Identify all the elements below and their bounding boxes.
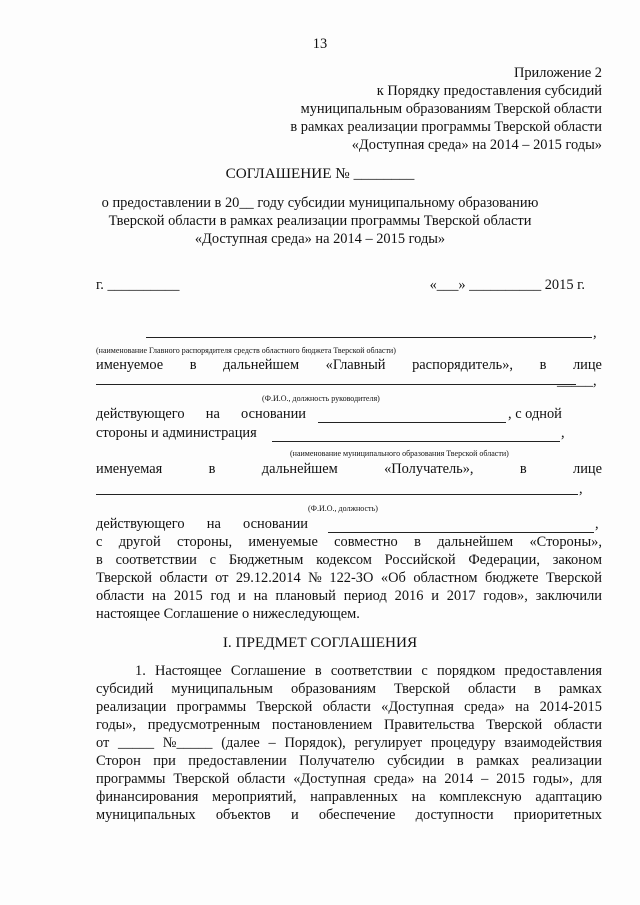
word: в	[96, 552, 103, 568]
word: реализации	[96, 699, 167, 715]
word: дальнейшем	[437, 534, 514, 550]
word: лице	[573, 461, 602, 477]
comma: _____,	[557, 373, 597, 389]
word: «Получатель»,	[384, 461, 474, 477]
word: постановлением	[271, 717, 373, 733]
word: «Доступная	[293, 771, 366, 787]
word: с	[421, 663, 428, 679]
named-line	[96, 460, 602, 479]
word: Федерации,	[468, 552, 540, 568]
word: от	[96, 735, 110, 751]
word: соответствии	[330, 663, 413, 679]
text-line	[96, 680, 602, 699]
word: Соглашение	[230, 663, 306, 679]
word: Правительства	[383, 717, 475, 733]
word: Тверской	[173, 771, 230, 787]
word: субсидии	[387, 753, 445, 769]
word: образованиям	[290, 681, 376, 697]
word: порядком	[437, 663, 496, 679]
text-line	[96, 770, 602, 789]
appendix-line: муниципальным образованиям Тверской области	[300, 101, 602, 117]
blank-line	[96, 494, 578, 495]
word: муниципальных	[96, 807, 196, 823]
word: Сторон	[96, 753, 141, 769]
word: 2015	[496, 771, 525, 787]
word: и	[238, 588, 246, 604]
word: в	[519, 461, 527, 477]
word: на	[515, 699, 530, 715]
word: на	[206, 516, 221, 532]
word: основании	[243, 516, 308, 532]
word: при	[153, 753, 176, 769]
word: действующего	[96, 406, 185, 422]
comma: ,	[595, 516, 599, 532]
word: основании	[241, 406, 306, 422]
word: среда»	[373, 771, 415, 787]
word: «Стороны»,	[529, 534, 602, 550]
blank-line	[146, 337, 592, 338]
word: «Об	[380, 570, 406, 586]
text-line	[96, 734, 602, 753]
word: регулирует	[354, 735, 423, 751]
word: обеспечение	[318, 807, 396, 823]
word: Получателю	[299, 753, 375, 769]
other-side-text: стороны и администрация	[96, 425, 257, 441]
word: направленных	[310, 789, 398, 805]
word: Тверской	[256, 699, 313, 715]
word: Тверской	[486, 717, 543, 733]
word: области	[237, 771, 286, 787]
word: в	[456, 753, 464, 769]
word: и	[290, 807, 299, 823]
word: _____	[118, 735, 155, 751]
appendix-line: «Доступная среда» на 2014 – 2015 годы»	[351, 137, 602, 153]
comma: ,	[561, 425, 565, 441]
text-line	[96, 551, 602, 570]
word: годы»,	[96, 717, 137, 733]
word: предоставлении	[188, 753, 287, 769]
word: бюджете	[485, 570, 539, 586]
word: от	[215, 570, 229, 586]
field-caption: (наименование муниципального образования Тверской области)	[290, 449, 509, 458]
word: 122-ЗО	[329, 570, 374, 586]
word: Тверской	[96, 570, 152, 586]
named-line	[96, 356, 602, 375]
word: на	[422, 771, 437, 787]
word: –	[268, 735, 276, 751]
word: с	[96, 534, 103, 550]
word: в	[414, 534, 421, 550]
text-line	[96, 587, 602, 606]
word: Тверской	[546, 570, 602, 586]
word: области	[467, 681, 517, 697]
comma: ,	[593, 325, 597, 341]
word: области	[96, 588, 145, 604]
word: субсидий	[96, 681, 154, 697]
field-caption: (Ф.И.О., должность руководителя)	[262, 394, 380, 403]
date-field: «___» __________ 2015 г.	[429, 277, 585, 293]
word: процедуру	[430, 735, 496, 751]
word: предоставления	[504, 663, 602, 679]
word: в	[539, 357, 547, 373]
agreement-subtitle: о предоставлении в 20__ году субсидии муниципальному образованию	[101, 195, 539, 211]
word: рамках	[558, 681, 602, 697]
word: среда»	[464, 699, 505, 715]
word: другой	[118, 534, 161, 550]
word: годов»,	[483, 588, 528, 604]
word: области	[322, 699, 371, 715]
text-line	[96, 569, 602, 588]
word: совместно	[334, 534, 398, 550]
word: области	[159, 570, 208, 586]
word: 2016	[394, 588, 424, 604]
word: период	[343, 588, 387, 604]
word: муниципальным	[171, 681, 273, 697]
page-number: 13	[312, 36, 328, 52]
word: Порядок),	[284, 735, 346, 751]
word: с	[209, 552, 217, 568]
word: дальнейшем	[223, 357, 300, 373]
agreement-subtitle: «Доступная среда» на 2014 – 2015 годы»	[194, 231, 446, 247]
word: именуемая	[96, 461, 163, 477]
blank-line	[272, 441, 560, 442]
word: Бюджетным	[228, 552, 304, 568]
word: 2017	[446, 588, 476, 604]
acting-line	[96, 405, 306, 424]
word: взаимодействия	[504, 735, 602, 751]
word: приоритетных	[513, 807, 602, 823]
agreement-title: СОГЛАШЕНИЕ № ________	[225, 165, 415, 182]
word: для	[580, 771, 602, 787]
word: области	[553, 717, 602, 733]
word: адаптацию	[535, 789, 602, 805]
word: «Доступная	[381, 699, 454, 715]
field-caption: (наименование Главного распорядителя средств областного бюджета Тверской области)	[96, 346, 396, 355]
word: заключили	[535, 588, 602, 604]
word: мероприятий,	[212, 789, 297, 805]
word: Настоящее	[155, 663, 222, 679]
word: кодексом	[316, 552, 372, 568]
word: законом	[552, 552, 602, 568]
word: программы	[176, 699, 247, 715]
text-line	[96, 806, 602, 825]
word: именуемые	[248, 534, 318, 550]
text-line: настоящее Соглашение о нижеследующем.	[96, 606, 360, 622]
acting-tail: , с одной	[508, 406, 562, 422]
word: программы	[96, 771, 166, 787]
word: предусмотренным	[147, 717, 261, 733]
text-line	[135, 662, 602, 681]
place-field: г. __________	[96, 277, 180, 293]
word: на	[205, 406, 220, 422]
word: годы»,	[532, 771, 573, 787]
word: –	[481, 771, 489, 787]
word: год	[210, 588, 231, 604]
word: «Главный	[325, 357, 386, 373]
word: 1.	[135, 663, 146, 679]
acting-line	[96, 515, 308, 534]
text-line	[96, 716, 602, 735]
word: реализации	[531, 753, 602, 769]
word: в	[534, 681, 541, 697]
word: в	[208, 461, 216, 477]
word: лице	[572, 357, 602, 373]
word: действующего	[96, 516, 185, 532]
word: (далее	[221, 735, 260, 751]
word: доступности	[415, 807, 494, 823]
word: №_____	[162, 735, 213, 751]
text-line	[96, 788, 602, 807]
section-heading: I. ПРЕДМЕТ СОГЛАШЕНИЯ	[222, 634, 418, 651]
word: на	[253, 588, 268, 604]
word: стороны,	[177, 534, 233, 550]
appendix-line: Приложение 2	[513, 65, 602, 81]
word: областном	[413, 570, 478, 586]
text-line	[96, 698, 602, 717]
agreement-subtitle: Тверской области в рамках реализации программы Тверской области	[108, 213, 532, 229]
word: №	[308, 570, 322, 586]
appendix-line: в рамках реализации программы Тверской области	[290, 119, 602, 135]
word: плановый	[275, 588, 336, 604]
blank-line	[318, 422, 506, 423]
word: 2014	[444, 771, 474, 787]
field-caption: (Ф.И.О., должность)	[308, 504, 378, 513]
text-line	[96, 533, 602, 552]
word: дальнейшем	[261, 461, 338, 477]
word: 2014-2015	[539, 699, 602, 715]
word: в	[189, 357, 197, 373]
appendix-line: к Порядку предоставления субсидий	[376, 83, 602, 99]
word: соответствии	[115, 552, 197, 568]
word: Российской	[384, 552, 456, 568]
comma: ,	[579, 481, 583, 497]
word: Тверской	[394, 681, 450, 697]
word: объектов	[215, 807, 271, 823]
word: 2015	[173, 588, 203, 604]
word: комплексную	[439, 789, 522, 805]
word: и	[431, 588, 439, 604]
word: 29.12.2014	[235, 570, 301, 586]
blank-line	[96, 384, 576, 385]
word: распорядитель»,	[412, 357, 514, 373]
word: именуемое	[96, 357, 164, 373]
word: в	[314, 663, 322, 679]
word: финансирования	[96, 789, 199, 805]
word: рамках	[476, 753, 520, 769]
text-line	[96, 752, 602, 771]
word: на	[411, 789, 426, 805]
word: на	[151, 588, 167, 604]
